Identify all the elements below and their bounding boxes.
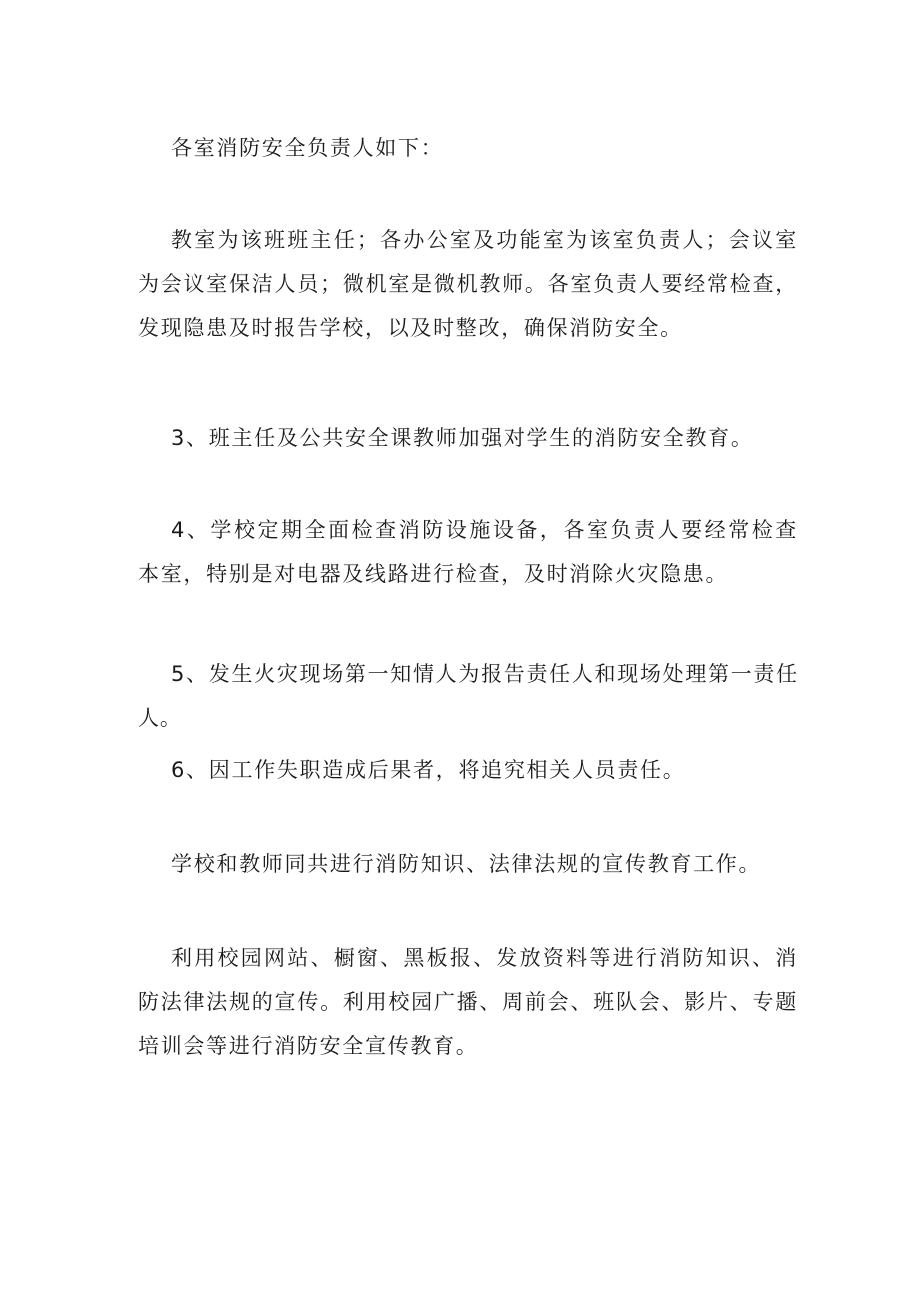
paragraph-item-3: 3、班主任及公共安全课教师加强对学生的消防安全教育。 bbox=[171, 426, 754, 450]
paragraph-publicity-methods: 利用校园网站、橱窗、黑板报、发放资料等进行消防知识、消防法律法规的宣传。利用校园广播、周前会、班队会、影片、专题培训会等进行消防安全宣传教育。 bbox=[138, 946, 798, 1058]
paragraph-item-5: 5、发生火灾现场第一知情人为报告责任人和现场处理第一责任人。 bbox=[138, 662, 798, 730]
paragraph-item-6: 6、因工作失职造成后果者，将追究相关人员责任。 bbox=[171, 758, 686, 782]
paragraph-room-responsibility: 教室为该班班主任；各办公室及功能室为该室负责人；会议室为会议室保洁人员；微机室是微机教师。各室负责人要经常检查，发现隐患及时报告学校，以及时整改，确保消防安全。 bbox=[138, 228, 798, 340]
paragraph-publicity-work: 学校和教师同共进行消防知识、法律法规的宣传教育工作。 bbox=[171, 852, 762, 876]
paragraph-responsible-persons-intro: 各室消防安全负责人如下： bbox=[171, 136, 444, 160]
paragraph-item-4: 4、学校定期全面检查消防设施设备，各室负责人要经常检查本室，特别是对电器及线路进行检查，及时消除火灾隐患。 bbox=[138, 518, 798, 586]
